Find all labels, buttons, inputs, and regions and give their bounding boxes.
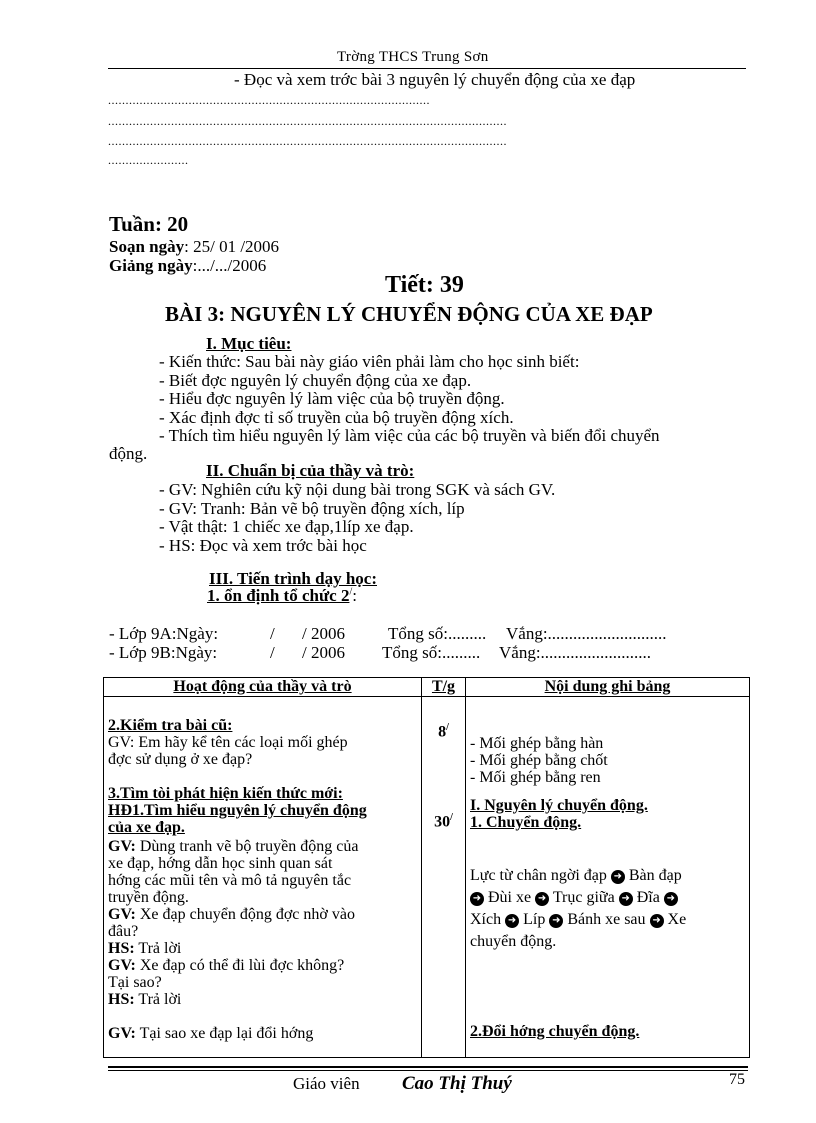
direction-subtitle: 2.Đổi hớng chuyển động. [470, 1023, 640, 1040]
stabilize-minute-mark: / [349, 586, 353, 598]
gv-text: Tại sao xe đạp lại đổi hớng [135, 1025, 314, 1042]
section-prep-title: II. Chuẩn bị của thầy và trò: [206, 461, 415, 480]
activity-cell [104, 697, 422, 1058]
hs-label: HS: [108, 940, 135, 957]
chain-step: Trục giữa [552, 889, 615, 906]
principle-title: I. Nguyên lý chuyển động. [470, 797, 648, 814]
table-header-row [104, 678, 750, 697]
gv-line-cont: truyền động. [108, 889, 189, 906]
review-question-cont: đợc sử dụng ở xe đạp? [108, 751, 253, 768]
hs-line [108, 991, 417, 1008]
class-9a-slash: / [270, 624, 275, 643]
col-content-header: Nội dung ghi bảng [466, 678, 750, 697]
review-title: 2.Kiểm tra bài cũ: [108, 717, 233, 734]
class-9a-label: - Lớp 9A:Ngày: [109, 624, 219, 643]
dotted-line-2: .................................................................................................................. [108, 114, 507, 128]
objective-line: - Thích tìm hiểu nguyên lý làm việc của các bộ truyền và biến đổi chuyển [159, 426, 660, 445]
arrow-icon: ➜ [549, 914, 563, 928]
section-objectives-title: I. Mục tiêu: [206, 334, 292, 353]
arrow-icon: ➜ [650, 914, 664, 928]
arrow-icon: ➜ [535, 892, 549, 906]
page-number: 75 [729, 1071, 745, 1088]
review-question: GV: Em hãy kể tên các loại mối ghép [108, 734, 348, 751]
class-9a-absent: Vắng:............................ [506, 624, 667, 643]
footer-rule-top [108, 1066, 748, 1068]
hs-line [108, 940, 417, 957]
gv-text: Xe đạp chuyển động đợc nhờ vào [135, 906, 355, 923]
class-9b-total: Tổng số:......... [382, 643, 481, 662]
chain-step: Đĩa [636, 889, 660, 906]
motion-subtitle: 1. Chuyển động. [470, 814, 582, 831]
motion-chain [470, 865, 745, 953]
footer-teacher-label: Giáo viên [293, 1074, 360, 1093]
gv-line [108, 957, 417, 974]
gv-text: Dùng tranh vẽ bộ truyền động của [135, 838, 359, 855]
chain-step: Đùi xe [488, 889, 532, 906]
stabilize-label: 1. ổn định tổ chức 2 [207, 586, 350, 605]
chain-step: Bàn đạp [628, 867, 682, 884]
class-9a-date: / 2006 [302, 624, 345, 643]
lesson-table [103, 677, 750, 1058]
gv-line-cont: đâu? [108, 923, 139, 940]
chain-step: chuyển động. [470, 933, 557, 950]
hs-label: HS: [108, 991, 135, 1008]
chain-step: Bánh xe sau [567, 911, 646, 928]
stabilize-colon: : [352, 586, 357, 605]
table-body-row [104, 697, 750, 1058]
objective-line: - Kiến thức: Sau bài này giáo viên phải làm cho học sinh biết: [159, 352, 580, 371]
period-title: Tiết: 39 [385, 272, 464, 298]
section-process-sub [207, 586, 357, 606]
gv-line [108, 1025, 417, 1042]
chain-step: Xe [667, 911, 687, 928]
new-knowledge-title: 3.Tìm tòi phát hiện kiến thức mới: [108, 785, 343, 802]
gv-text: Xe đạp có thể đi lùi đợc không? [135, 957, 345, 974]
prep-line: - Vật thật: 1 chiếc xe đạp,1líp xe đạp. [159, 517, 414, 536]
gv-label: GV: [108, 838, 136, 855]
joint-pin: - Mối ghép bằng chốt [470, 752, 608, 769]
dotted-line-1: ............................................................................................ [108, 93, 430, 107]
week-label: Tuần: 20 [109, 212, 189, 236]
prep-line: - HS: Đọc và xem trớc bài học [159, 536, 367, 555]
minute-mark: / [450, 812, 453, 824]
arrow-icon: ➜ [619, 892, 633, 906]
prep-line: - GV: Tranh: Bản vẽ bộ truyền động xích, líp [159, 499, 465, 518]
arrow-icon: ➜ [470, 892, 484, 906]
col-time-header: T/g [422, 678, 466, 697]
arrow-icon: ➜ [505, 914, 519, 928]
prep-date-label: Soạn ngày [109, 237, 185, 256]
teach-date [109, 256, 266, 276]
arrow-icon: ➜ [664, 892, 678, 906]
objective-line: - Hiểu đợc nguyên lý làm việc của bộ truyền động. [159, 389, 505, 408]
col-activity-header: Hoạt động của thầy và trò [104, 678, 422, 697]
activity-1-title-cont: của xe đạp. [108, 819, 185, 836]
teach-date-label: Giảng ngày [109, 256, 193, 275]
activity-1-title: HĐ1.Tìm hiểu nguyên lý chuyển động [108, 802, 367, 819]
chain-step: Lực từ chân ngời đạp [470, 867, 607, 884]
header-rule [108, 68, 746, 69]
joint-weld: - Mối ghép bằng hàn [470, 735, 604, 752]
hs-text: Trả lời [134, 940, 182, 957]
objective-line-wrap: động. [109, 444, 148, 463]
prep-date [109, 237, 279, 257]
gv-line [108, 838, 417, 855]
arrow-icon: ➜ [611, 870, 625, 884]
prev-homework: - Đọc và xem trớc bài 3 nguyên lý chuyển động của xe đạp [234, 70, 636, 89]
lesson-title: BÀI 3: NGUYÊN LÝ CHUYỂN ĐỘNG CỦA XE ĐẠP [165, 302, 653, 326]
objective-line: - Biết đợc nguyên lý chuyển động của xe đạp. [159, 371, 472, 390]
gv-line-cont: Tại sao? [108, 974, 162, 991]
time-new-value: 30 [434, 813, 451, 831]
page-header: Trờng THCS Trung Sơn [337, 49, 489, 65]
time-new [426, 809, 461, 830]
joint-thread: - Mối ghép bằng ren [470, 769, 601, 786]
time-review [426, 719, 461, 740]
gv-line [108, 906, 417, 923]
section-process-title: III. Tiến trình dạy học: [209, 569, 377, 588]
class-9b-date: / 2006 [302, 643, 345, 662]
gv-label: GV: [108, 906, 136, 923]
class-9b-slash: / [270, 643, 275, 662]
prep-line: - GV: Nghiên cứu kỹ nội dung bài trong SGK và sách GV. [159, 480, 556, 499]
prep-date-value: : 25/ 01 /2006 [184, 237, 280, 256]
hs-text: Trả lời [134, 991, 182, 1008]
footer-teacher-name: Cao Thị Thuý [402, 1073, 512, 1094]
time-review-value: 8 [438, 723, 447, 741]
dotted-line-3: .................................................................................................................. [108, 134, 507, 148]
objective-line: - Xác định đợc tỉ số truyền của bộ truyền động xích. [159, 408, 514, 427]
gv-label: GV: [108, 957, 136, 974]
class-9a-total: Tổng số:......... [388, 624, 487, 643]
class-9b-absent: Vắng:.......................... [499, 643, 652, 662]
gv-line-cont: hớng các mũi tên và mô tả nguyên tắc [108, 872, 352, 889]
time-cell [422, 697, 466, 1058]
chain-step: Xích [470, 911, 502, 928]
gv-label: GV: [108, 1025, 136, 1042]
gv-line-cont: xe đạp, hớng dẫn học sinh quan sát [108, 855, 333, 872]
class-9b-label: - Lớp 9B:Ngày: [109, 643, 218, 662]
teach-date-value: :.../.../2006 [192, 256, 267, 275]
content-cell [466, 697, 750, 1058]
chain-step: Líp [523, 911, 546, 928]
dotted-line-4: ....................... [108, 153, 189, 167]
footer-rule-bottom [108, 1070, 748, 1071]
minute-mark: / [446, 722, 449, 733]
